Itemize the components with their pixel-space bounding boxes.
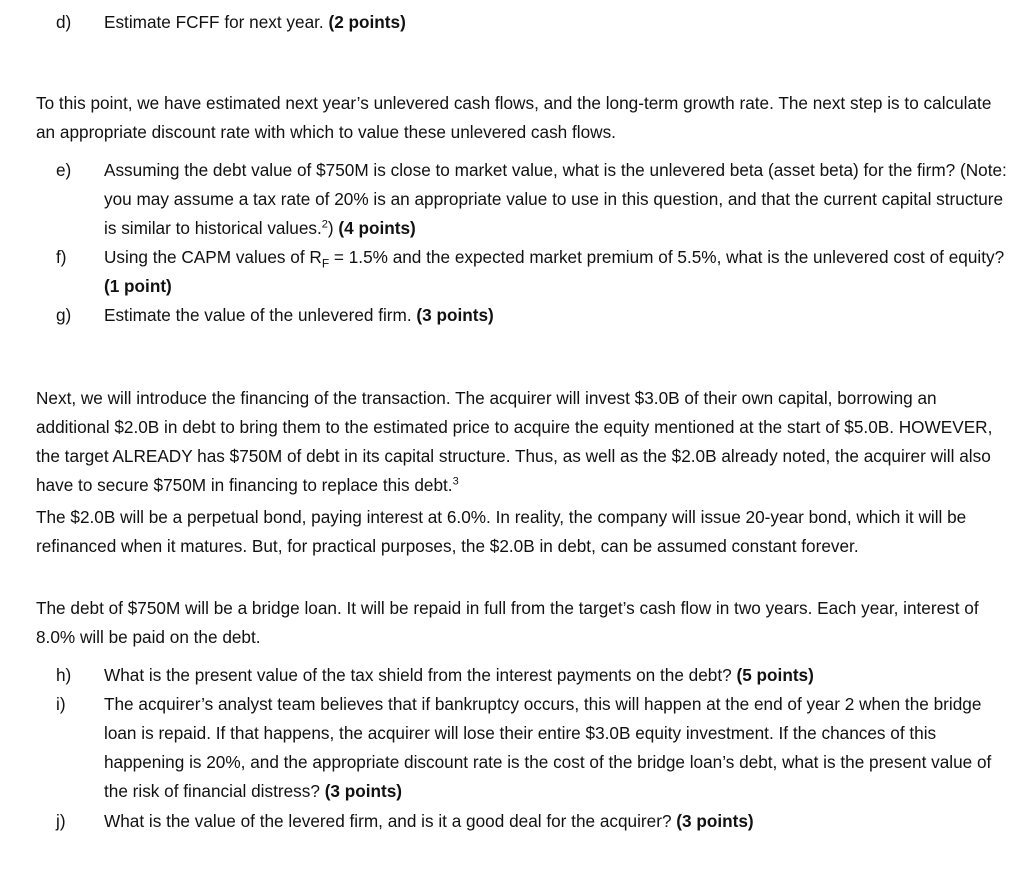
question-e-label: e) — [56, 160, 72, 180]
question-f-body-a: Using the CAPM values of R — [104, 247, 322, 267]
question-d-points: (2 points) — [328, 12, 406, 32]
footnote-ref-2: 2 — [321, 218, 328, 231]
question-d — [56, 8, 1006, 37]
question-h — [56, 661, 1011, 690]
question-f-label: f) — [56, 247, 67, 267]
financing-paragraph-text: Next, we will introduce the financing of the transaction. The acquirer will invest $3.0B of their own capital, borrowing an additional $2.0B in debt to bring them to the estimated price to acquire the equity mentioned at the start of $5.0B. HOWEVER, the target ALREADY has $750M of debt in its capital structure. Thus, as well as the $2.0B already noted, the acquirer will also have to secure $750M in financing to replace this debt. — [36, 388, 993, 495]
question-e-close: ) — [327, 218, 334, 238]
question-d-label: d) — [56, 12, 72, 32]
question-d-body: Estimate FCFF for next year. — [104, 12, 324, 32]
question-f — [56, 243, 1011, 301]
question-j-text — [104, 807, 1011, 836]
question-g-body: Estimate the value of the unlevered firm. — [104, 305, 412, 325]
bridge-loan-paragraph: The debt of $750M will be a bridge loan. It will be repaid in full from the target’s cash flow in two years. Each year, interest of 8.0% will be paid on the debt. — [36, 598, 979, 647]
question-d-text — [104, 8, 1006, 37]
question-i-points: (3 points) — [324, 781, 403, 801]
question-g-label: g) — [56, 305, 72, 325]
perpetual-bond-paragraph: The $2.0B will be a perpetual bond, paying interest at 6.0%. In reality, the company will issue 20-year bond, which it will be refinanced when it matures. But, for practical purposes, the $2.0B in debt, can be assumed constant forever. — [36, 507, 967, 556]
question-i-text — [104, 690, 1011, 806]
question-h-points: (5 points) — [736, 665, 814, 685]
risk-free-subscript: F — [321, 256, 330, 271]
question-j — [56, 807, 1011, 836]
question-j-points: (3 points) — [676, 811, 754, 831]
question-g-points: (3 points) — [416, 305, 494, 325]
question-f-points: (1 point) — [104, 276, 172, 296]
question-e — [56, 156, 1011, 243]
question-e-text — [104, 156, 1011, 243]
question-e-points: (4 points) — [338, 218, 416, 238]
question-g-text — [104, 301, 1011, 330]
intro-paragraph: To this point, we have estimated next year’s unlevered cash flows, and the long-term growth rate. The next step is to calculate an appropriate discount rate with which to value these unlevered cash flows. — [36, 93, 992, 142]
question-h-text — [104, 661, 1011, 690]
footnote-ref-3: 3 — [452, 475, 459, 488]
question-f-text — [104, 243, 1011, 301]
question-j-label: j) — [56, 811, 66, 831]
question-h-label: h) — [56, 665, 72, 685]
question-j-body: What is the value of the levered firm, and is it a good deal for the acquirer? — [104, 811, 672, 831]
question-g — [56, 301, 1011, 330]
question-h-body: What is the present value of the tax shield from the interest payments on the debt? — [104, 665, 732, 685]
question-i — [56, 690, 1011, 806]
question-f-body-b: = 1.5% and the expected market premium of 5.5%, what is the unlevered cost of equity? — [329, 247, 1005, 267]
question-i-body: The acquirer’s analyst team believes that if bankruptcy occurs, this will happen at the end of year 2 when the bridge loan is repaid. If that happens, the acquirer will lose their entire $3.0B equity investment. If the chances of this happening is 20%, and the appropriate discount rate is the cost of the bridge loan’s debt, what is the present value of the risk of financial distress? — [104, 694, 992, 801]
question-i-label: i) — [56, 694, 66, 714]
financing-paragraph — [36, 384, 1011, 500]
question-e-body: Assuming the debt value of $750M is close to market value, what is the unlevered beta (asset beta) for the firm? (Note: you may assume a tax rate of 20% is an appropriate value to use in this question, and that the current capital structure is similar to historical values. — [104, 160, 1007, 238]
